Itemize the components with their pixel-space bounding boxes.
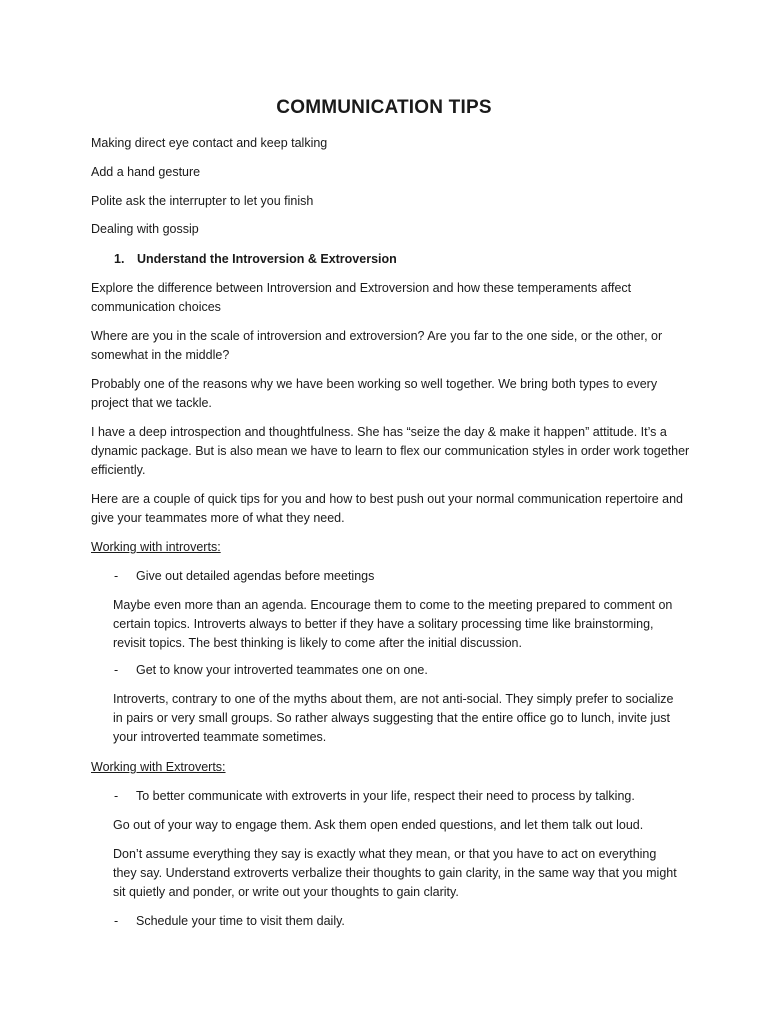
introverts-heading: Working with introverts: xyxy=(91,540,221,554)
bullet-dash: - xyxy=(114,663,119,677)
section-heading: Understand the Introversion & Extroversion xyxy=(137,252,397,266)
paragraph-3: Probably one of the reasons why we have been working so well together. We bring both types to every project that we tackle. xyxy=(91,377,658,410)
introverts-bullet-1: Give out detailed agendas before meetings xyxy=(136,569,375,583)
bullet-dash: - xyxy=(114,789,119,803)
introverts-bullet-2: Get to know your introverted teammates one on one. xyxy=(136,663,428,677)
introverts-paragraph-2: Introverts, contrary to one of the myths about them, are not anti-social. They simply prefer to socialize in pairs or very small groups. So rather always suggesting that the entire office go to lunch, invite just your introverted teammate sometimes. xyxy=(113,692,674,744)
intro-line-1: Making direct eye contact and keep talking xyxy=(91,136,328,150)
bullet-dash: - xyxy=(114,914,119,928)
intro-line-4: Dealing with gossip xyxy=(91,222,199,236)
paragraph-1: Explore the difference between Introversion and Extroversion and how these temperaments affect communication choices xyxy=(91,281,632,314)
paragraph-4: I have a deep introspection and thoughtfulness. She has “seize the day & make it happen” attitude. It’s a dynamic package. But is also mean we have to learn to flex our communication styles in order work together efficiently. xyxy=(91,425,690,477)
intro-line-2: Add a hand gesture xyxy=(91,165,201,179)
paragraph-5: Here are a couple of quick tips for you and how to best push out your normal communication repertoire and give your teammates more of what they need. xyxy=(91,492,683,525)
paragraph-2: Where are you in the scale of introversion and extroversion? Are you far to the one side, or the other, or somewhat in the middle? xyxy=(91,329,663,362)
extroverts-paragraph-1: Go out of your way to engage them. Ask them open ended questions, and let them talk out loud. xyxy=(113,818,644,832)
introverts-paragraph-1: Maybe even more than an agenda. Encourage them to come to the meeting prepared to comment on certain topics. Introverts always to better if they have a solitary processing time like brainstorming, revisit topics. The best thinking is likely to come after the initial discussion. xyxy=(113,598,673,650)
bullet-dash: - xyxy=(114,569,119,583)
extroverts-paragraph-2: Don’t assume everything they say is exactly what they mean, or that you have to act on everything they say. Understand extroverts verbalize their thoughts to gain clarity, in the same way that you might sit quietly and ponder, or write out your thoughts to gain clarity. xyxy=(113,847,677,899)
intro-line-3: Polite ask the interrupter to let you finish xyxy=(91,194,314,208)
extroverts-bullet-1: To better communicate with extroverts in your life, respect their need to process by talking. xyxy=(136,789,635,803)
extroverts-heading: Working with Extroverts: xyxy=(91,760,226,774)
extroverts-bullet-2: Schedule your time to visit them daily. xyxy=(136,914,345,928)
page-title: COMMUNICATION TIPS xyxy=(276,97,492,118)
section-number: 1. xyxy=(114,252,125,266)
